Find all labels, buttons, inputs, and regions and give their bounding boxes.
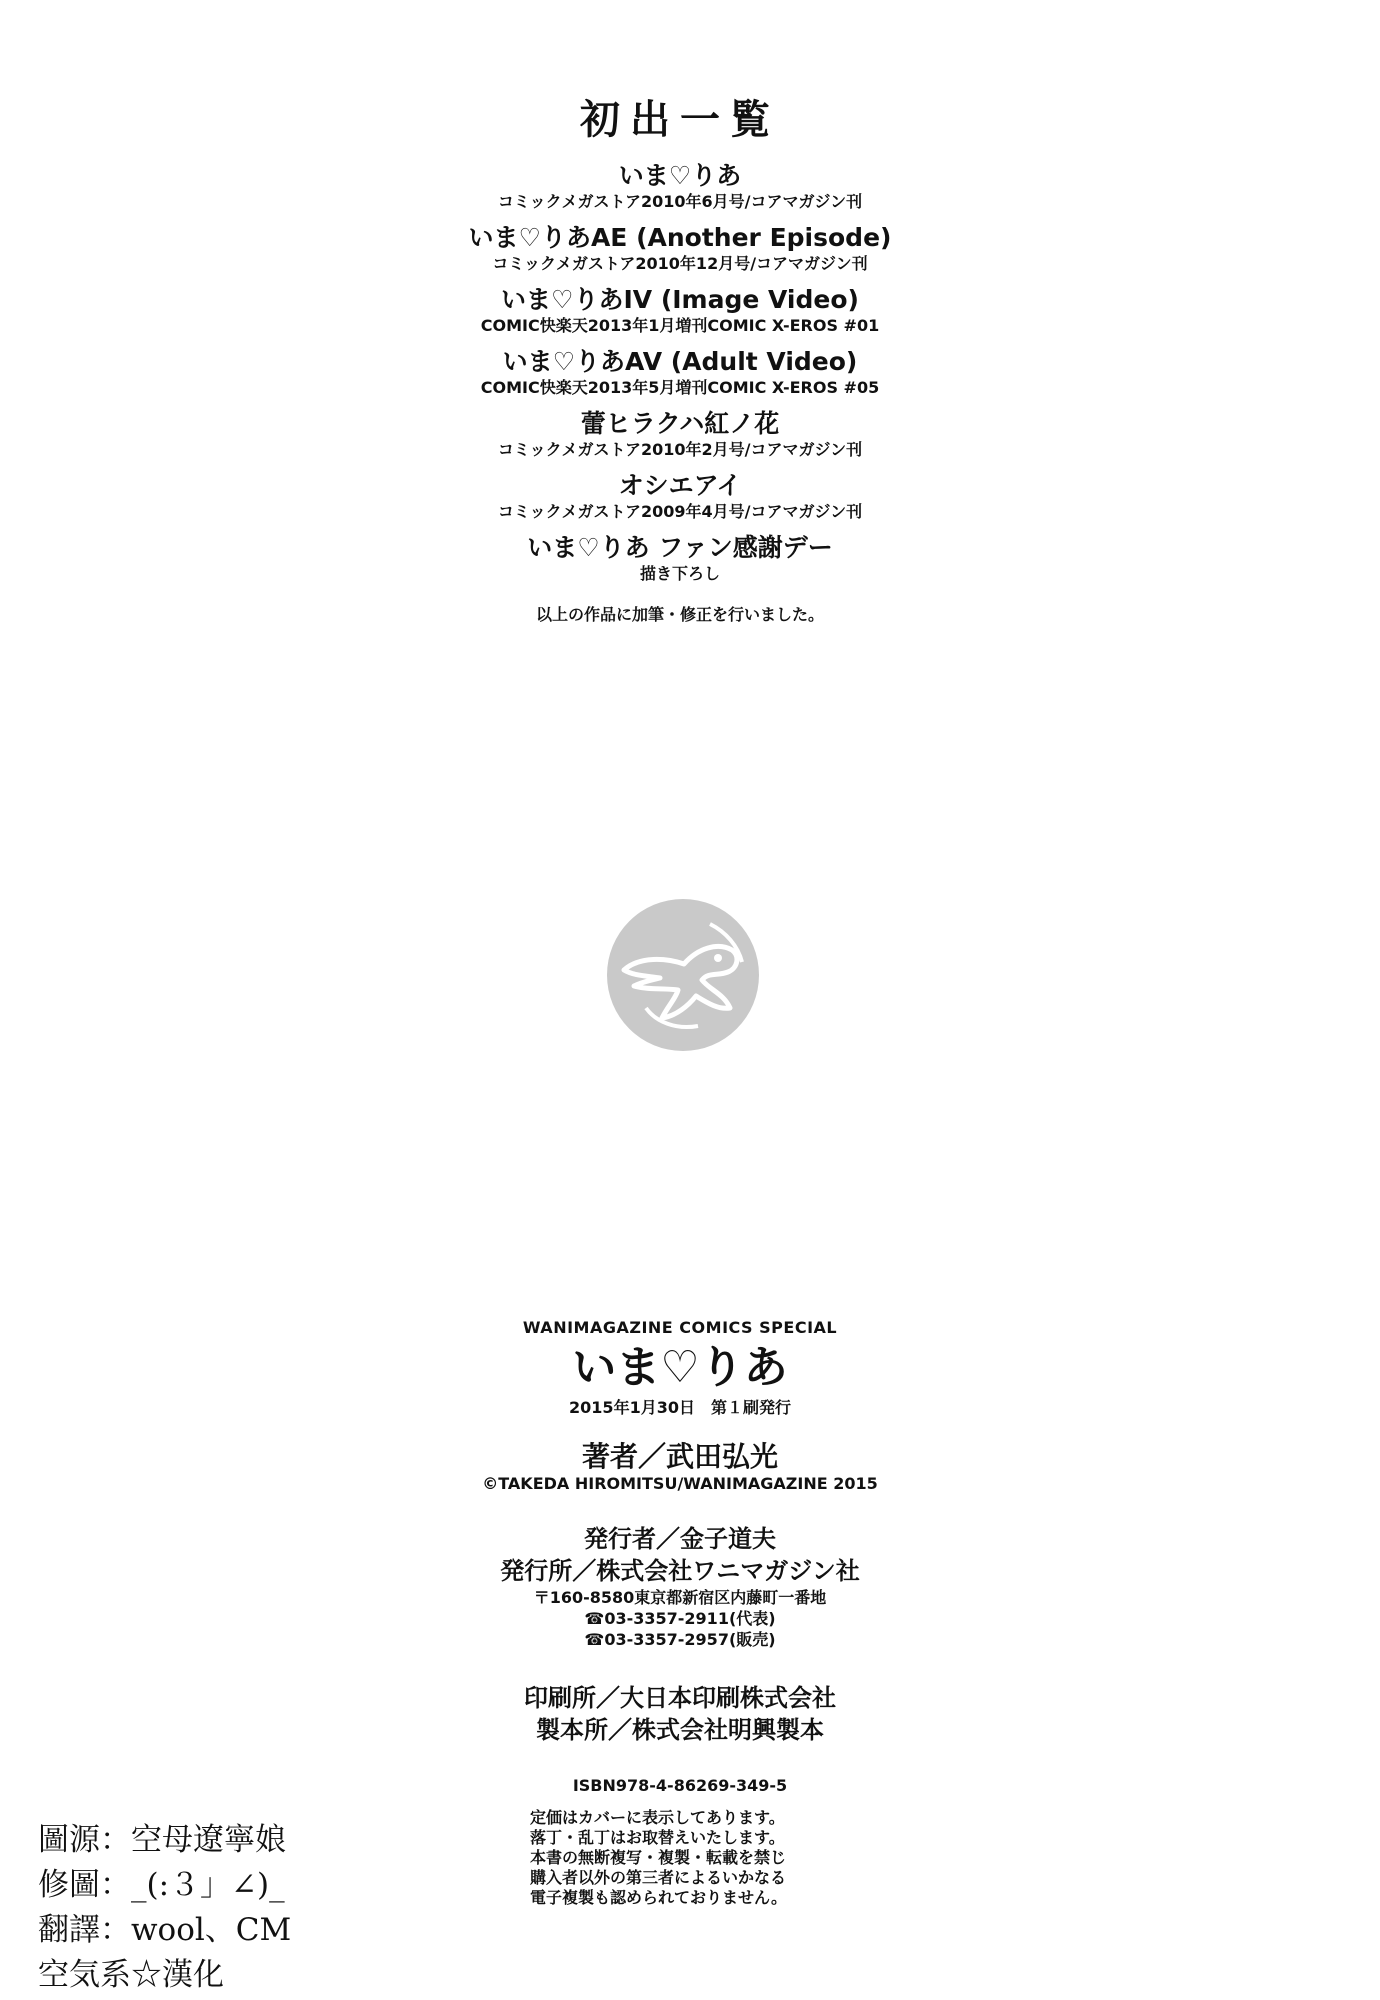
toc-entry-title: オシエアイ (618, 471, 742, 500)
toc-list (0, 160, 1360, 625)
scanlation-credits (38, 1818, 291, 1998)
phone-sales-line: ☎03-3357-2957(販売) (584, 1630, 776, 1649)
publisher-block (0, 1523, 1360, 1650)
book-title: いま♡りあ (572, 1342, 788, 1393)
toc-entry (0, 284, 1360, 336)
toc-entry-title: いま♡りあAV (Adult Video) (502, 347, 858, 376)
credit-line: 修圖：_(:３」∠)_ (38, 1867, 285, 1903)
credit-line: 翻譯：wool、CM (38, 1912, 292, 1948)
credit-line: 圖源：空母遼寧娘 (38, 1822, 286, 1858)
toc-entry-title: いま♡りあIV (Image Video) (501, 285, 859, 314)
notice-line: 購入者以外の第三者によるいかなる (530, 1868, 787, 1887)
notice-line: 本書の無断複写・複製・転載を禁じ (530, 1848, 787, 1867)
toc-entry-source: COMIC快楽天2013年1月増刊COMIC X-EROS #01 (480, 316, 880, 335)
address-line: 〒160-8580東京都新宿区内藤町一番地 (533, 1588, 827, 1607)
print-block (0, 1682, 1360, 1746)
copyright-line: ©TAKEDA HIROMITSU/WANIMAGAZINE 2015 (482, 1474, 878, 1493)
crocodile-emblem-icon (606, 898, 760, 1052)
colophon-block (0, 1318, 1360, 1795)
toc-entry (0, 346, 1360, 398)
company-line: 発行所／株式会社ワニマガジン社 (500, 1557, 860, 1585)
toc-entry-title: 蕾ヒラクハ紅ノ花 (580, 409, 780, 438)
notice-line: 定価はカバーに表示してあります。 (530, 1808, 785, 1827)
toc-entry-source: コミックメガストア2010年12月号/コアマガジン刊 (492, 254, 868, 273)
publisher-line: 発行者／金子道夫 (584, 1525, 776, 1553)
notice-line: 電子複製も認められておりません。 (530, 1888, 787, 1907)
toc-entry-source: コミックメガストア2010年2月号/コアマガジン刊 (497, 440, 863, 459)
legal-notice (530, 1808, 787, 1908)
revision-note: 以上の作品に加筆・修正を行いました。 (535, 605, 824, 624)
toc-entry (0, 470, 1360, 522)
phone-main-line: ☎03-3357-2911(代表) (584, 1609, 776, 1628)
toc-entry-title: いま♡りあAE (Another Episode) (468, 223, 892, 252)
toc-entry (0, 160, 1360, 212)
publish-date: 2015年1月30日 第１刷発行 (569, 1398, 791, 1417)
toc-heading: 初出一覧 (580, 97, 780, 143)
toc-entry-title: いま♡りあ (618, 161, 742, 190)
binder-line: 製本所／株式会社明興製本 (536, 1716, 824, 1744)
series-name: WANIMAGAZINE COMICS SPECIAL (522, 1318, 838, 1337)
author-line: 著者／武田弘光 (581, 1440, 778, 1473)
toc-entry (0, 222, 1360, 274)
toc-entry (0, 408, 1360, 460)
isbn-line: ISBN978-4-86269-349-5 (572, 1776, 788, 1795)
toc-entry-source: コミックメガストア2010年6月号/コアマガジン刊 (497, 192, 863, 211)
toc-entry-source: 描き下ろし (639, 564, 720, 583)
notice-line: 落丁・乱丁はお取替えいたします。 (530, 1828, 785, 1847)
printer-line: 印刷所／大日本印刷株式会社 (524, 1684, 836, 1712)
toc-entry-title: いま♡りあ ファン感謝デー (527, 533, 833, 562)
credit-line: 空気系☆漢化 (38, 1957, 224, 1993)
toc-entry (0, 532, 1360, 584)
toc-entry-source: コミックメガストア2009年4月号/コアマガジン刊 (497, 502, 863, 521)
toc-entry-source: COMIC快楽天2013年5月増刊COMIC X-EROS #05 (480, 378, 880, 397)
